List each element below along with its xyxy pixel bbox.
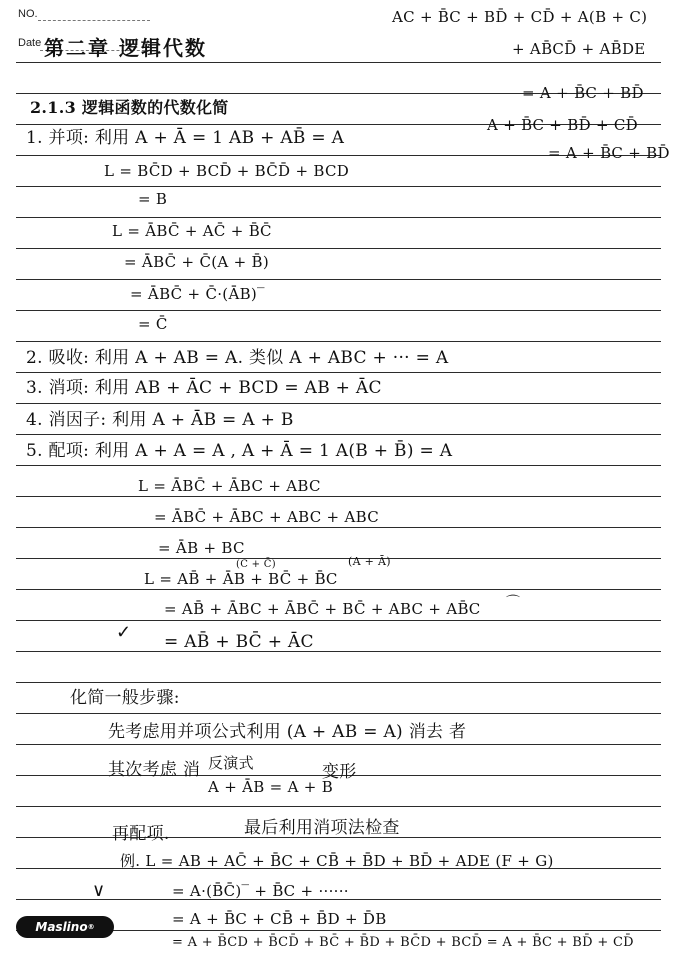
ruled-line [16, 248, 661, 249]
ruled-line [16, 527, 661, 528]
section-heading: 2.1.3 逻辑函数的代数化简 [30, 98, 229, 117]
merge-example-1-line-2: = B [138, 190, 168, 208]
steps-line-2-c: 变形 [322, 762, 357, 782]
eliminate-factor-rule: 4. 消因子: 利用 A + ĀB = A + B [26, 410, 294, 430]
ruled-line [16, 434, 661, 435]
add-term-example-2-line-2: = AB̄ + ĀBC + ĀBC̄ + BC̄ + ABC + AB̄C [164, 600, 481, 618]
chapter-title: 第二章 逻辑代数 [44, 36, 207, 60]
example-line-4: = A + B̄CD + B̄CD̄ + BC̄ + B̄D + BC̄D + BCD̄ = A + B̄C + BD̄ + CD̄ [172, 935, 634, 950]
ruled-line [16, 496, 661, 497]
ruled-line [16, 651, 661, 652]
merge-example-2-line-3: = ĀBC̄ + C̄·(ĀB)‾ [130, 285, 265, 303]
steps-line-3: A + ĀB = A + B [208, 778, 334, 796]
steps-line-2-b: 反演式 [208, 754, 254, 772]
ruled-line [16, 310, 661, 311]
no-label: NO. [18, 8, 38, 20]
eliminate-term-rule: 3. 消项: 利用 AB + ĀC + BCD = AB + ĀC [26, 378, 382, 398]
steps-title: 化简一般步骤: [70, 688, 180, 708]
ruled-line [16, 589, 661, 590]
ruled-line [16, 217, 661, 218]
steps-line-4-a: 再配项. [112, 824, 170, 844]
ruled-line [16, 806, 661, 807]
add-term-example-2-line-1: L = AB̄ + ĀB + BC̄ + B̄C [144, 570, 338, 588]
ruled-line [16, 62, 661, 63]
add-term-example-1-line-3: = ĀB + BC [158, 539, 245, 557]
add-term-rule-heading: 5. 配项: 利用 A + A = A , A + Ā = 1 A(B + B̄) = A [26, 441, 453, 461]
add-term-note-a: (A + Ā) [348, 555, 391, 568]
brand-name: Maslino [35, 920, 88, 934]
ruled-line [16, 279, 661, 280]
ruled-line [16, 682, 661, 683]
ruled-line [16, 186, 661, 187]
top-right-line-3: = A + B̄C + BD̄ [522, 84, 644, 102]
top-right-line-5: = A + B̄C + BD̄ [548, 144, 670, 162]
top-right-line-4: A + B̄C + BD̄ + CD̄ [487, 116, 638, 134]
brand-logo [16, 916, 114, 938]
add-term-example-1-line-1: L = ĀBC̄ + ĀBC + ABC [138, 477, 321, 495]
top-right-line-1: AC + B̄C + BD̄ + CD̄ + A(B + C) [392, 8, 648, 26]
no-dash [38, 20, 150, 21]
ruled-line [16, 403, 661, 404]
ruled-line [16, 744, 661, 745]
merge-rule-heading: 1. 并项: 利用 A + Ā = 1 AB + AB̄ = A [26, 128, 345, 148]
check-mark-icon: ✓ [116, 622, 132, 643]
example-line-1: 例. L = AB + AC̄ + B̄C + CB̄ + B̄D + BD̄ + ADE (F + G) [120, 852, 554, 870]
absorb-rule: 2. 吸收: 利用 A + AB = A. 类似 A + ABC + ··· = A [26, 348, 449, 368]
ruled-line [16, 372, 661, 373]
merge-example-2-line-2: = ĀBC̄ + C̄(A + B̄) [124, 253, 269, 271]
ruled-line [16, 341, 661, 342]
ruled-line [16, 465, 661, 466]
example-line-3: = A + B̄C + CB̄ + B̄D + D̄B [172, 910, 387, 928]
steps-line-4-b: 最后利用消项法检查 [244, 818, 400, 838]
add-term-example-2-line-3: = AB̄ + BC̄ + ĀC [164, 632, 314, 652]
steps-line-2-a: 其次考虑 消 [108, 760, 201, 780]
merge-example-1-line-1: L = BC̄D + BCD̄ + BC̄D̄ + BCD [104, 162, 350, 180]
date-label: Date [18, 37, 42, 49]
merge-example-2-line-1: L = ĀBC̄ + AC̄ + B̄C̄ [112, 222, 272, 240]
check-mark-icon: ∨ [92, 880, 106, 901]
add-term-example-1-line-2: = ĀBC̄ + ĀBC + ABC + ABC [154, 508, 379, 526]
steps-line-1: 先考虑用并项公式利用 (A + AB = A) 消去 者 [108, 722, 467, 742]
top-right-line-2: + AB̄CD̄ + AB̄DE [512, 40, 646, 58]
add-term-note-c: (C + C̄) [236, 559, 276, 570]
scribble-icon: ⌒ [506, 595, 520, 611]
ruled-line [16, 620, 661, 621]
ruled-line [16, 558, 661, 559]
merge-example-2-line-4: = C̄ [138, 315, 168, 333]
brand-mark: ® [87, 923, 95, 931]
ruled-line [16, 713, 661, 714]
example-line-2: = A·(B̄C̄)‾ + B̄C + ······ [172, 882, 349, 900]
